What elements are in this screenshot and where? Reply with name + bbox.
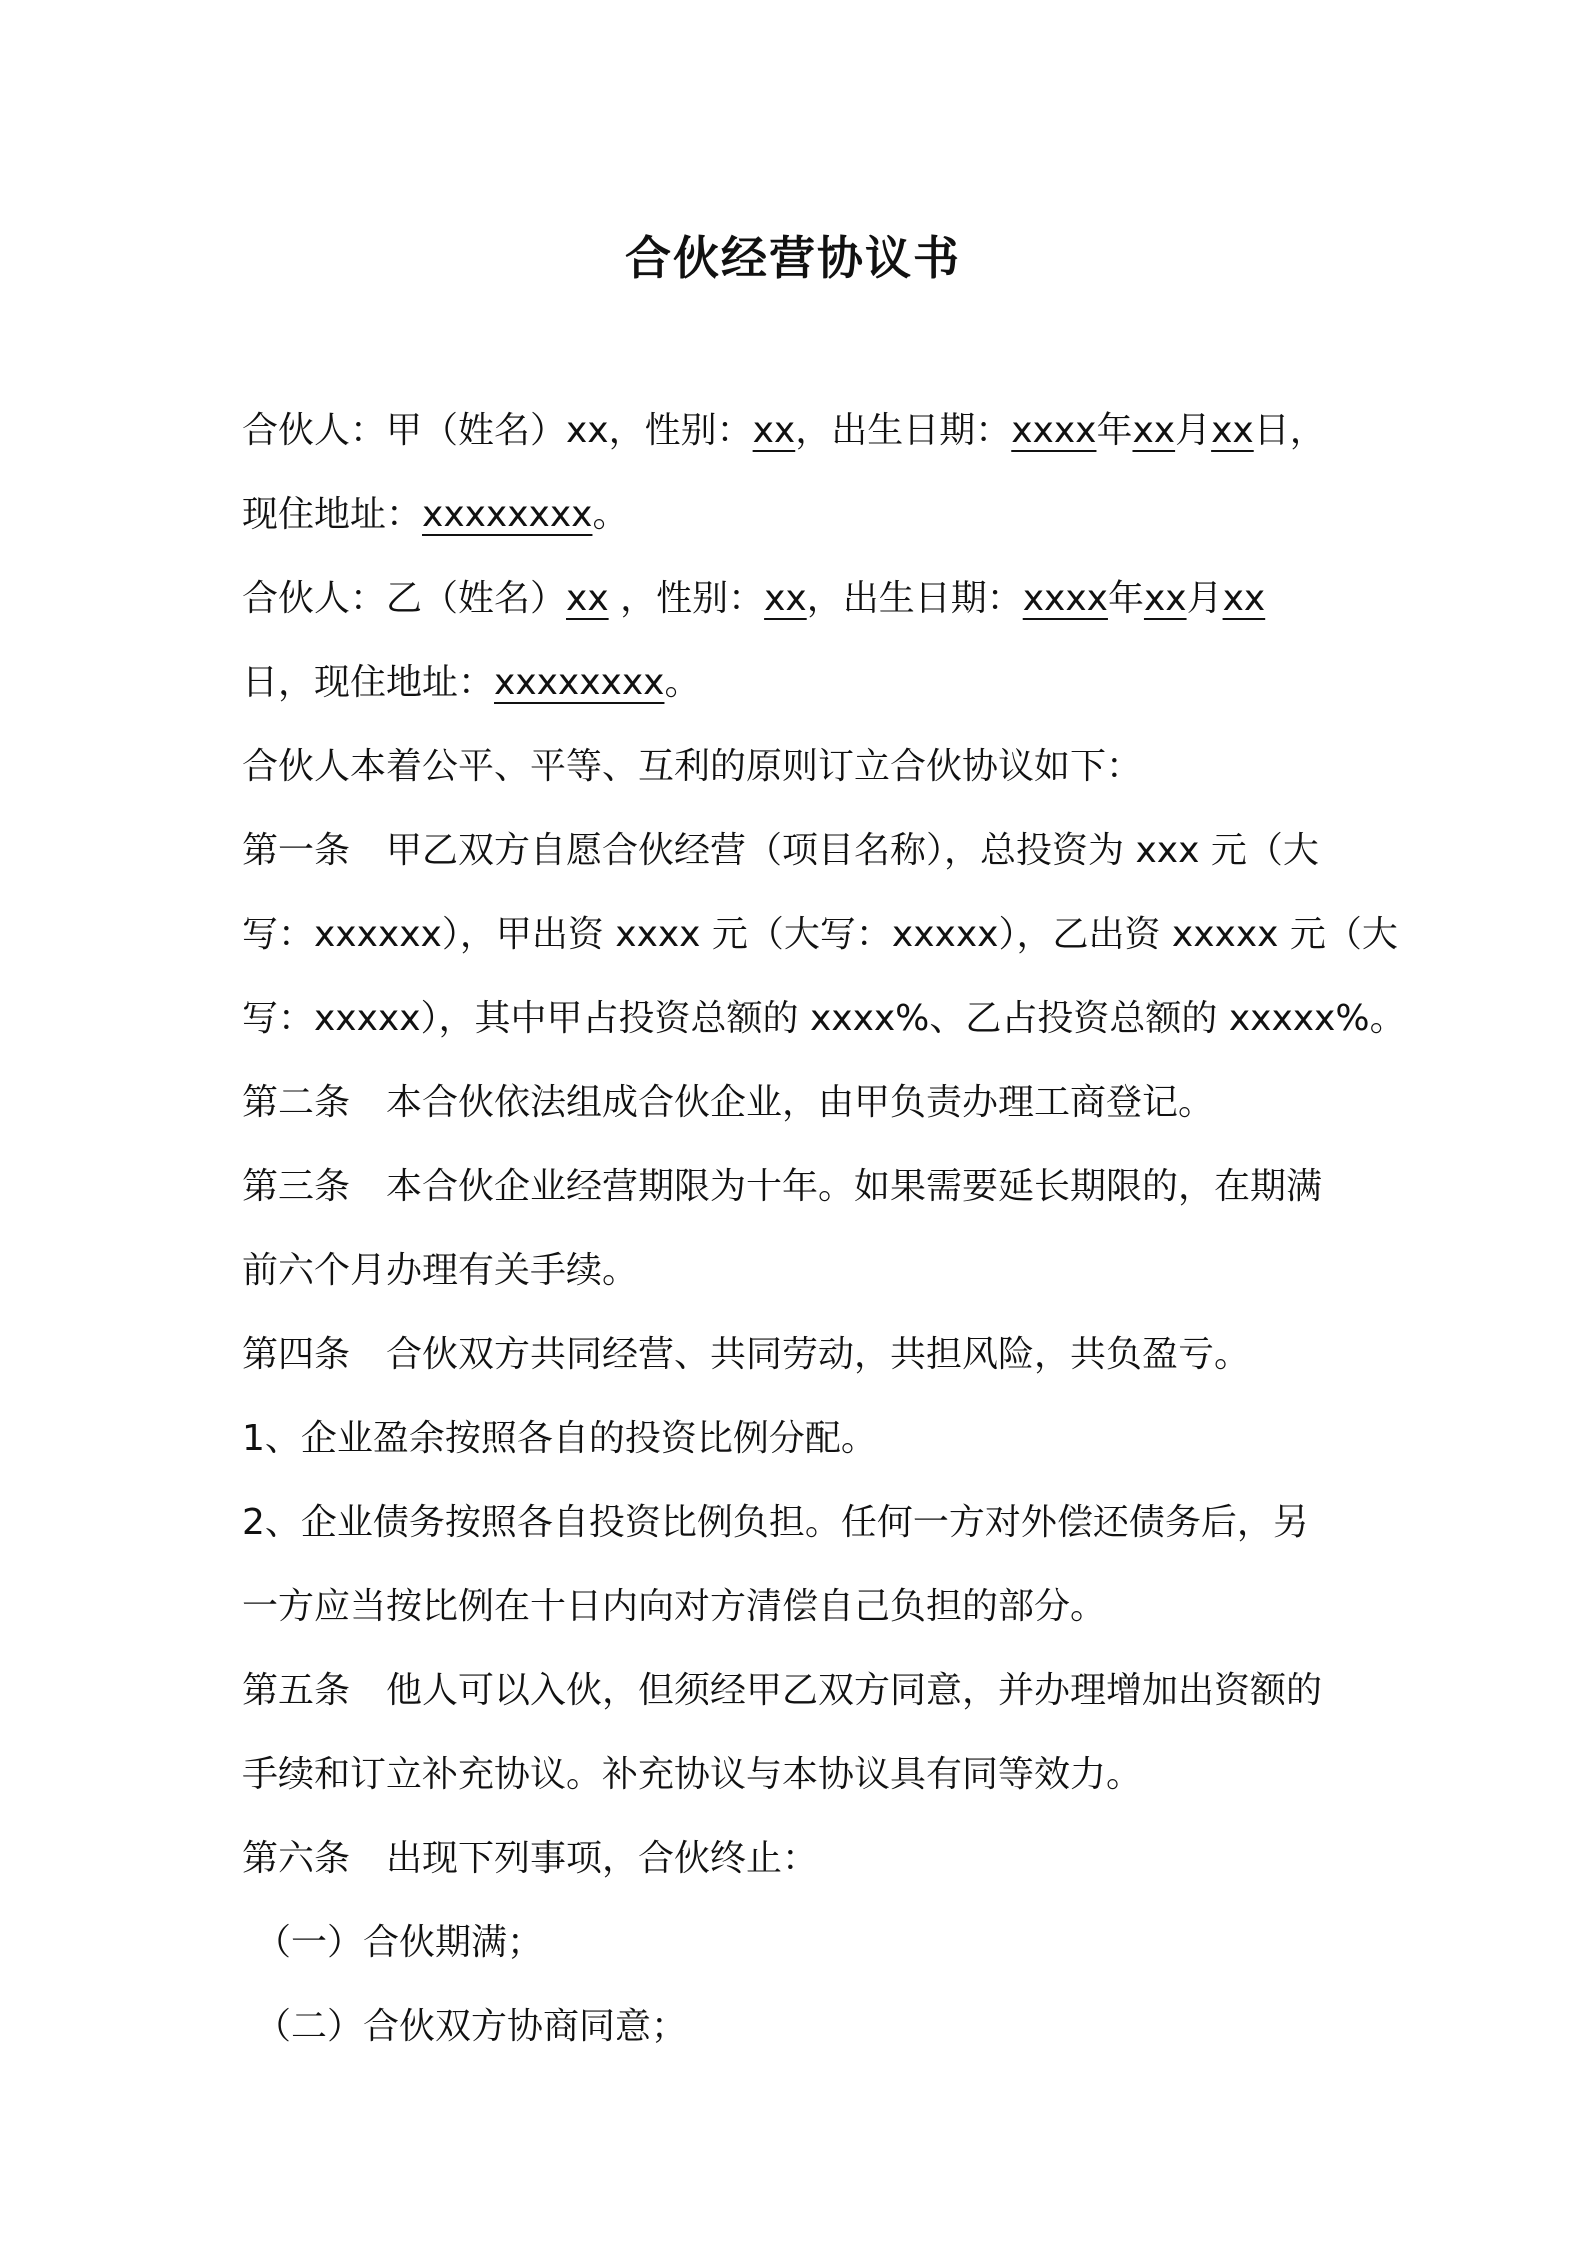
partner-a-end: 。: [592, 494, 629, 535]
article-4-heading: 第四条: [242, 1334, 351, 1375]
article-5-line-2: 手续和订立补充协议。补充协议与本协议具有同等效力。: [242, 1754, 1143, 1795]
partner-a-year-unit: 年: [1096, 410, 1133, 451]
partner-b-birth-month: xx: [1143, 578, 1187, 619]
partner-b-month-unit: 月: [1186, 578, 1223, 619]
partner-a-month-unit: 月: [1175, 410, 1212, 451]
article-4-text: 合伙双方共同经营、共同劳动，共担风险，共负盈亏。: [386, 1334, 1251, 1375]
article-1-line-2: 写：xxxxxx），甲出资 xxxx 元（大写：xxxxx），乙出资 xxxxx 元（大: [242, 914, 1398, 955]
partner-a-birth-month: xx: [1132, 410, 1176, 451]
partner-b-prefix: 合伙人：乙（姓名）: [242, 578, 567, 619]
partner-b-birth-day: xx: [1222, 578, 1266, 619]
article-6-heading: 第六条: [242, 1838, 351, 1879]
partner-b-end: 。: [664, 662, 701, 703]
partner-b-gender-label: ，性别：: [620, 578, 765, 619]
article-6-text: 出现下列事项，合伙终止：: [386, 1838, 819, 1879]
article-1-line-1: [242, 826, 1319, 876]
intro-line: 合伙人本着公平、平等、互利的原则订立合伙协议如下：: [242, 746, 1143, 787]
partner-a-birth-label: ，出生日期：: [795, 410, 1012, 451]
article-5-line-1: [242, 1666, 1322, 1716]
article-4-item-2-line-1: 2、企业债务按照各自投资比例负担。任何一方对外偿还债务后，另: [242, 1502, 1309, 1543]
partner-b-address-label: 日，现住地址：: [242, 662, 495, 703]
partner-a-line-2: [242, 490, 628, 540]
article-3-text-1: 本合伙企业经营期限为十年。如果需要延长期限的，在期满: [386, 1166, 1323, 1207]
article-6-line: [242, 1834, 818, 1884]
article-1-heading: 第一条: [242, 830, 351, 871]
article-3-heading: 第三条: [242, 1166, 351, 1207]
partner-b-birth-year: xxxx: [1022, 578, 1108, 619]
partner-b-line-1: [242, 574, 1265, 624]
article-1-line-3: 写：xxxxx），其中甲占投资总额的 xxxx%、乙占投资总额的 xxxxx%。: [242, 998, 1406, 1039]
article-4-item-2-line-2: 一方应当按比例在十日内向对方清偿自己负担的部分。: [242, 1586, 1107, 1627]
article-5-heading: 第五条: [242, 1670, 351, 1711]
article-3-line-2: 前六个月办理有关手续。: [242, 1250, 639, 1291]
partner-a-address-label: 现住地址：: [242, 494, 423, 535]
article-4-item-1: 1、企业盈余按照各自的投资比例分配。: [242, 1418, 877, 1459]
article-2-line: [242, 1078, 1214, 1128]
document-title: 合伙经营协议书: [625, 231, 961, 285]
partner-a-line-1: [242, 406, 1326, 456]
partner-b-name: xx: [566, 578, 609, 619]
article-5-text-1: 他人可以入伙，但须经甲乙双方同意，并办理增加出资额的: [386, 1670, 1323, 1711]
partner-b-gender: xx: [764, 578, 807, 619]
partner-a-birth-day: xx: [1211, 410, 1254, 451]
article-6-item-2: （二）合伙双方协商同意；: [255, 2006, 688, 2047]
partner-a-prefix: 合伙人：甲（姓名）xx，性别：: [242, 410, 753, 451]
partner-b-year-unit: 年: [1107, 578, 1144, 619]
article-2-text: 本合伙依法组成合伙企业，由甲负责办理工商登记。: [386, 1082, 1215, 1123]
article-4-line: [242, 1330, 1250, 1380]
partner-a-gender: xx: [752, 410, 796, 451]
article-2-heading: 第二条: [242, 1082, 351, 1123]
partner-b-address: xxxxxxxx: [494, 662, 665, 703]
partner-a-birth-year: xxxx: [1011, 410, 1097, 451]
partner-a-address: xxxxxxxx: [422, 494, 593, 535]
partner-b-line-2: [242, 658, 700, 708]
partner-a-day-unit: 日，: [1253, 410, 1326, 451]
article-1-text-1: 甲乙双方自愿合伙经营（项目名称），总投资为 xxx 元（大: [386, 830, 1319, 871]
partner-b-birth-label: ，出生日期：: [806, 578, 1023, 619]
article-3-line-1: [242, 1162, 1322, 1212]
article-6-item-1: （一）合伙期满；: [255, 1922, 544, 1963]
